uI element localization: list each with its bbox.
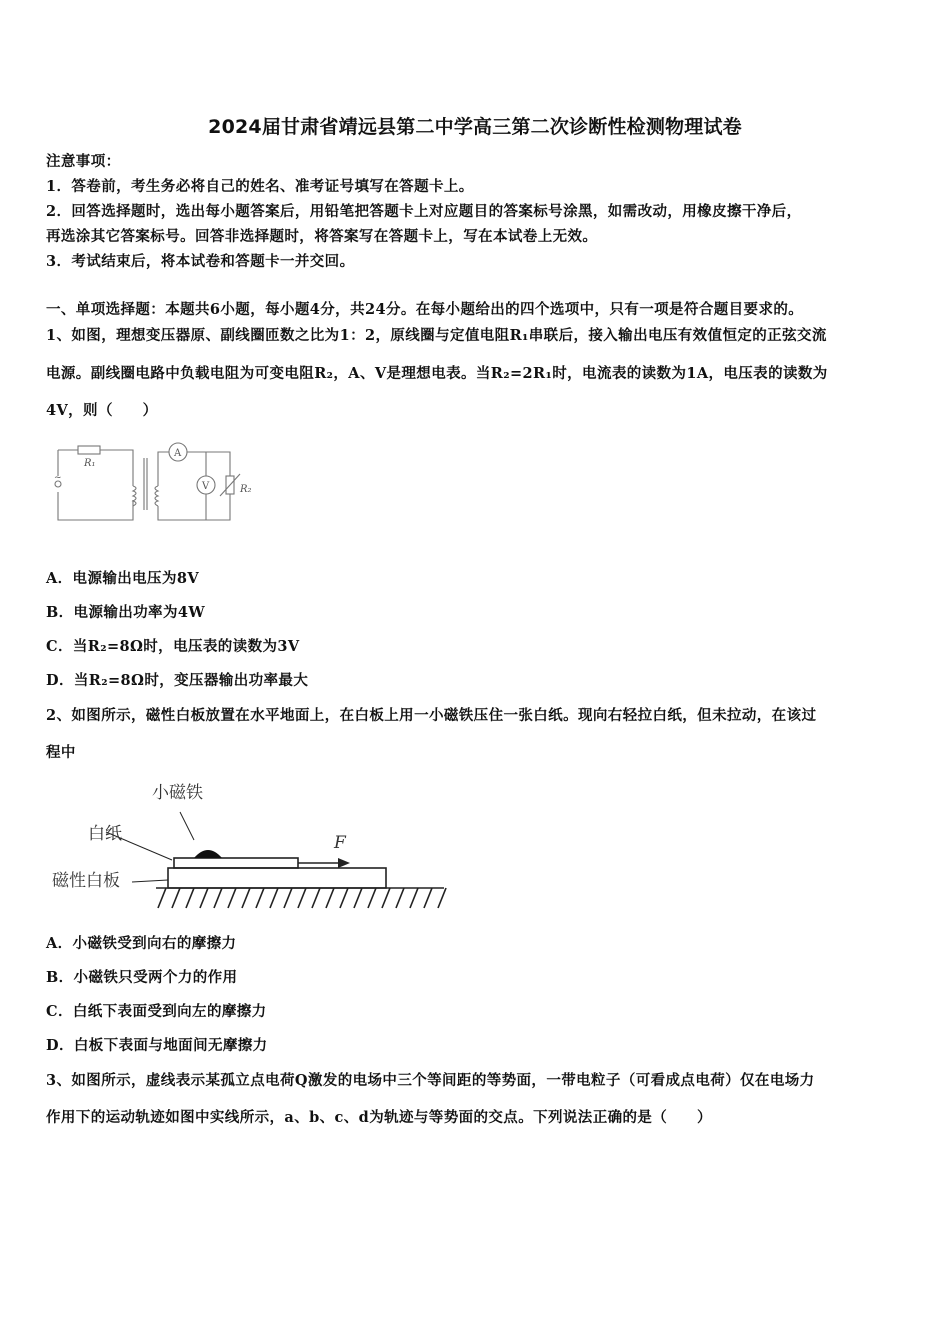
q2-option-c: C．白纸下表面受到向左的摩擦力 [46,1003,267,1020]
q1-option-a: A．电源输出电压为8V [46,570,199,587]
r2-label: R₂ [240,484,252,495]
small-magnet [194,850,222,858]
q1-option-b: B．电源输出功率为4W [46,604,206,621]
q3-stem-line-1: 3、如图所示，虚线表示某孤立点电荷Q激发的电场中三个等间距的等势面，一带电粒子（可看成点电荷）仅在电场力 [46,1072,815,1089]
magnetic-whiteboard [168,868,386,888]
board-label: 磁性白板 [52,871,120,891]
voltmeter-label: V [202,481,210,492]
force-arrow-head [338,858,350,868]
exam-title: 2024届甘肃省靖远县第二中学高三第二次诊断性检测物理试卷 [208,116,742,138]
force-label: F [334,833,346,853]
r2-variable-arrow [220,474,240,496]
q1-stem-line-1: 1、如图，理想变压器原、副线圈匝数之比为1：2，原线圈与定值电阻R₁串联后，接入输出电压有效值恒定的正弦交流 [46,327,827,344]
q1-option-c: C．当R₂=8Ω时，电压表的读数为3V [46,638,300,655]
notes-header: 注意事项： [46,153,121,170]
q2-option-b: B．小磁铁只受两个力的作用 [46,969,238,986]
q1-stem-line-3: 4V，则（ ） [46,402,158,419]
board-pointer-line [132,880,168,882]
secondary-wire [158,452,230,520]
note-item-1: 1．答卷前，考生务必将自己的姓名、准考证号填写在答题卡上。 [46,178,474,195]
q1-circuit-figure [48,438,278,528]
magnet-pointer-line [180,812,194,840]
note-item-3: 3．考试结束后，将本试卷和答题卡一并交回。 [46,253,355,270]
q1-option-d: D．当R₂=8Ω时，变压器输出功率最大 [46,672,309,689]
q2-whiteboard-figure [48,776,448,916]
white-paper [174,858,298,868]
note-item-2-cont: 再选涂其它答案标号。回答非选择题时，将答案写在答题卡上，写在本试卷上无效。 [46,228,598,245]
section-1-heading: 一、单项选择题：本题共6小题，每小题4分，共24分。在每小题给出的四个选项中，只有一项是符合题目要求的。 [46,301,804,318]
secondary-coil [155,486,158,506]
q3-stem-line-2: 作用下的运动轨迹如图中实线所示，a、b、c、d为轨迹与等势面的交点。下列说法正确的是（ ） [46,1109,712,1126]
ammeter-label: A [174,448,182,459]
q1-stem-line-2: 电源。副线圈电路中负载电阻为可变电阻R₂，A、V是理想电表。当R₂=2R₁时，电流表的读数为1A，电压表的读数为 [46,365,828,382]
paper-label: 白纸 [88,824,122,844]
q2-stem-line-1: 2、如图所示，磁性白板放置在水平地面上，在白板上用一小磁铁压住一张白纸。现向右轻拉白纸，但未拉动，在该过 [46,707,817,724]
ground-hatching [158,888,446,908]
q2-option-d: D．白板下表面与地面间无摩擦力 [46,1037,268,1054]
source-label: ~ [54,473,62,483]
q2-option-a: A．小磁铁受到向右的摩擦力 [46,935,237,952]
q2-stem-line-2: 程中 [46,744,76,761]
r1-label: R₁ [84,458,96,469]
magnet-label: 小磁铁 [152,783,203,803]
note-item-2: 2．回答选择题时，选出每小题答案后，用铅笔把答题卡上对应题目的答案标号涂黑，如需改动，用橡皮擦干净后， [46,203,802,220]
r1-resistor [78,446,100,454]
